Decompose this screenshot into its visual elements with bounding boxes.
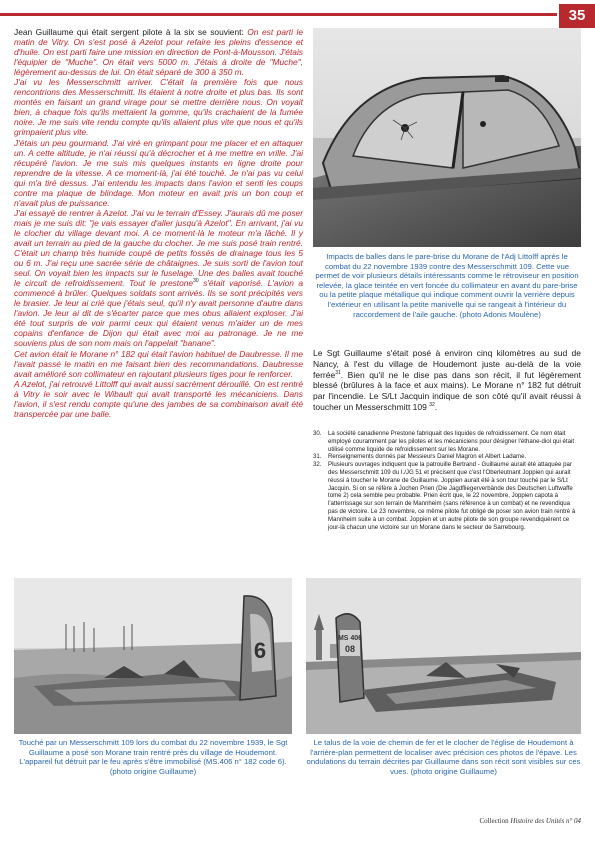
wreck-left-image: [14, 578, 292, 734]
wreck-right-code2: 08: [344, 644, 356, 654]
photo-canopy: [313, 28, 581, 247]
footnote-text: Renseignements donnés par Messieurs Daniel Magron et Albert Ladame.: [328, 453, 527, 461]
narrative-quote: J'ai vu les Messerschmitt arriver. C'était la première fois que nous rencontrions des Messerschmitt. Ils étaient à notre droite et plus bas. Ils sont montés en faisant un grand virage pour se mettre derrière nous. On voyait bien, à chaque fois qu'ils mettaient la gomme, qu'ils crachaient de la fumée noire. Je me suis vite rendu compte qu'ils allaient plus vite que nous et qu'ils grimpaient plus vite.: [14, 77, 303, 138]
page-header: [0, 0, 595, 28]
narrative-quote: On est parti le matin de Vitry. On s'est posé à Azelot pour refaire les pleins d'essence et d'huile. On est parti faire une mission en direction de Pont-à-Mousson. J'étais l'équipier de "Muche". On était vers 5000 m. J'étais à droite de "Muche", légèrement au-dessus de lui. On était séparé de 300 à 350 m.: [14, 27, 304, 78]
caption-wreck-left: Touché par un Messerschmitt 109 lors du combat du 22 novembre 1939, le Sgt Guillaume a posé son Morane train rentré près du village de Houdemont. L'appareil fut détruit par le feu après s'être immobilisé (MS.406 n° 182 code 6). (photo origine Guillaume): [18, 738, 288, 776]
narrative-lead: Jean Guillaume qui était sergent pilote à la six se souvient:: [14, 27, 244, 37]
footnote: [313, 461, 581, 531]
narrative-para: [14, 208, 303, 349]
footnote-text: Plusieurs ouvrages indiquent que la patrouille Bertrand - Guillaume aurait été attaquée par des Messerschmitt 109 du I./JG 51 et précisent que c'est l'Oberleutnant Joppien qui aurait réussi à toucher le Morane de Guillaume. Joppien aurait été à son tour touché par le S/Lt Jacquin. Si on se réfère à Jochen Prien (Die Jagdfliegerverbände des Deutschen Luftwaffe tome 2) cela semble peu probable. Prien écrit que, le 22 novembre, Joppien capota à l'atterrissage sur son terrain de Mannheim (sans référence à un combat) et ne revendiqua pas de victoire. Le 23 novembre, ce même pilote fut obligé de poser son avion train rentré à Mannheim suite à un combat. Joppien et un autre pilote de son groupe revendiquèrent ce jour-là chacun une victoire sur un Morane dans le secteur de Sarrebourg.: [328, 461, 576, 531]
photo-wreck-left: [14, 578, 292, 734]
footer-issue: n° 04: [565, 817, 581, 825]
footnote-ref: 32: [429, 402, 435, 409]
caption-canopy: Impacts de balles dans le pare-brise du Morane de l'Adj Littolff après le combat du 22 novembre 1939 contre des Messerschmitt 109. Cette vue permet de voir plusieurs détails intéressants comme le rétroviseur en position relevée, la glace teintée en vert foncée du collimateur en avant du pare-brise ou la petite plaque métallique qui indique comment ouvrir la verrière depuis l'extérieur en utilisant la petite manivelle qui se rangeait à l'intérieur du raccordement de l'aile gauche. (photo Adonis Moulène): [315, 252, 579, 319]
caption-wreck-right: Le talus de la voie de chemin de fer et le clocher de l'église de Houdemont à l'arrière-plan permettent de localiser avec précision ces photos de l'épave. Les ondulations du terrain décrites par Guillaume dans son récit sont visibles sur ces vues. (photo origine Guillaume): [306, 738, 581, 776]
narrative-para: [14, 27, 303, 77]
body-text-part: . Bien qu'il ne le dise pas dans son récit, il fut légèrement blessé (brûlures à la face et aux mains). Le Morane n° 182 fut détruit par l'incendie. Le S/Lt Jacquin indique de son côté qu'il avait réussi à toucher un Messerschmitt 109: [313, 369, 581, 412]
footnote-ref: 31: [335, 369, 341, 376]
body-text-part: Le Sgt Guillaume s'était posé à environ cinq kilomètres au sud de Nancy, à l'est du village de Houdemont juste au-delà de la voie ferrée: [313, 348, 581, 380]
footer: [479, 817, 581, 825]
church-tower: [316, 630, 322, 660]
footnote-text: La société canadienne Prestone fabriquait des liquides de refroidissement. Ce nom était employé couramment par les pilotes et les mécaniciens pour désigner l'éthane-diol qui était utilisé comme liquide de refroidissement sur les Morane.: [328, 430, 575, 453]
footnote-number: 30.: [313, 430, 322, 437]
body-text: [313, 348, 581, 413]
wreck-right-code: MS 406: [337, 635, 363, 642]
narrative-column: [14, 27, 303, 419]
photo-wreck-right: [306, 578, 581, 734]
narrative-quote: A Azelot, j'ai retrouvé Littolff qui avait aussi sacrément dérouillé. On est rentré à Vitry le soir avec le Wibault qui avait transporté les mécaniciens. Dans l'avion, il s'est rendu compte qu'une des jambes de sa combinaison avait été transpercée par une balle.: [14, 378, 303, 419]
wreck-left-code: 6: [253, 638, 267, 663]
wreck-right-image: [306, 578, 581, 734]
footnote: [313, 430, 581, 453]
footnote-ref: 30: [193, 278, 199, 285]
narrative-quote: s'était vaporisé. L'avion a commencé à brûler. Quelques soldats sont arrivés. Ils se sont précipités vers le brasier. Je leur ai crié que j'étais seul, qu'il n'y avait personne d'autre dans l'avion. Je leur ai dit de s'écarter parce que mes obus allaient exploser. J'ai été tout surpris de voir parmi ceux qui étaient venus m'aider un de mes copains d'enfance de Dijon qui était avec moi au patronage. Je ne me souviens plus de son nom mais on l'appelait "banane".: [14, 278, 303, 349]
footer-series: Histoire des Unités: [510, 817, 565, 825]
footer-prefix: Collection: [479, 817, 509, 825]
narrative-quote: Cet avion était le Morane n° 182 qui était l'avion habituel de Daubresse. Il me l'avait passé le matin en me faisant bien des recommandations. Daubresse avait amélioré son collimateur en rajoutant plusieurs tiges pour le renforcer.: [14, 348, 303, 379]
body-text-part: .: [434, 401, 438, 412]
footnote-number: 31.: [313, 453, 322, 461]
narrative-quote: J'ai essayé de rentrer à Azelot. J'ai vu le terrain d'Essey. J'aurais dû me poser mais je me suis dit: "je vais essayer d'aller jusqu'à Azelot". En arrivant, j'ai vu le clocher du village devant moi. A ce moment-là le moteur m'a lâché. Il y avait un terrain au pied de la gauche du clocher. Je me suis posé train rentré. C'était un champ très humide coupé de petits fossés de drainage tous les 5 ou 6 m. J'ai reçu une sacrée série de châtaignes. Je suis sorti de l'avion tout seul. On voyait bien les impacts sur le fuselage. Une des balles avait touché le circuit de refroidissement. Tout le prestone: [14, 207, 303, 289]
page-number: 35: [559, 4, 595, 28]
narrative-quote: J'étais un peu gourmand. J'ai viré en grimpant pour me placer et en attaquer un. A cette altitude, je n'ai réussi qu'à décrocher et à me mettre en vrille. J'ai récupéré l'avion. Je me suis mis quelques instants en ligne droite pour reprendre de la vitesse. A ce moment-là, j'ai été touché. Je n'ai pas vu celui qui m'a tiré dessus. J'ai entendu les impacts dans l'avion et senti les coups contre ma plaque de blindage. Mon moteur en avait pris un bon coup et n'avait plus de puissance.: [14, 137, 303, 208]
header-rule: [0, 13, 557, 16]
canopy-image: [313, 28, 581, 247]
footnote: [313, 453, 581, 461]
footnote-number: 32.: [313, 461, 322, 469]
footnotes: [313, 430, 581, 531]
